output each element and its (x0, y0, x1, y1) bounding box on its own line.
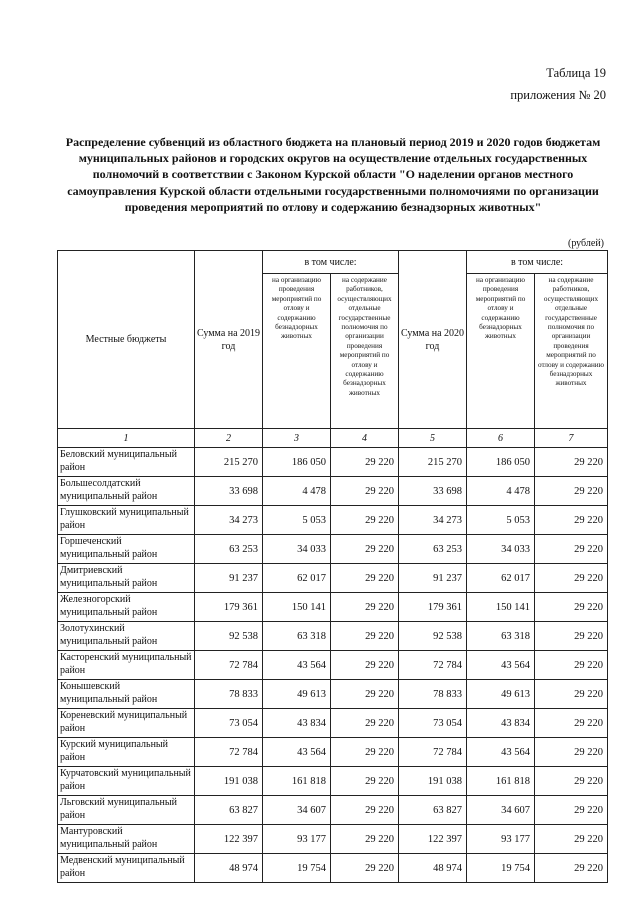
appendix-label: приложения № 20 (510, 88, 606, 102)
amount-cell: 72 784 (399, 738, 467, 767)
budget-name-cell: Курчатовский муниципальный район (58, 767, 195, 796)
amount-cell: 33 698 (195, 477, 263, 506)
amount-cell: 29 220 (535, 854, 608, 883)
amount-cell: 29 220 (535, 825, 608, 854)
amount-cell: 49 613 (263, 680, 331, 709)
amount-cell: 34 033 (467, 535, 535, 564)
amount-cell: 63 318 (263, 622, 331, 651)
amount-cell: 29 220 (535, 680, 608, 709)
column-number: 6 (467, 429, 535, 448)
amount-cell: 29 220 (535, 593, 608, 622)
column-number: 2 (195, 429, 263, 448)
amount-cell: 29 220 (535, 535, 608, 564)
amount-cell: 34 607 (263, 796, 331, 825)
amount-cell: 179 361 (399, 593, 467, 622)
amount-cell: 161 818 (467, 767, 535, 796)
table-row (58, 796, 608, 825)
header-sub-b-2020: на содержание работников, осуществляющих отдельные государственные полномочия по организации проведения мероприятий по отлову и содержанию безнадзорных животных (535, 274, 608, 429)
amount-cell: 43 564 (263, 651, 331, 680)
amount-cell: 161 818 (263, 767, 331, 796)
amount-cell: 29 220 (535, 709, 608, 738)
amount-cell: 29 220 (331, 477, 399, 506)
budget-name-cell: Золотухинский муниципальный район (58, 622, 195, 651)
table-row (58, 825, 608, 854)
amount-cell: 92 538 (195, 622, 263, 651)
amount-cell: 34 033 (263, 535, 331, 564)
amount-cell: 91 237 (195, 564, 263, 593)
amount-cell: 34 273 (399, 506, 467, 535)
amount-cell: 4 478 (263, 477, 331, 506)
header-including-2019: в том числе: (263, 251, 399, 274)
budget-name-cell: Курский муниципальный район (58, 738, 195, 767)
amount-cell: 63 827 (195, 796, 263, 825)
budget-name-cell: Глушковский муниципальный район (58, 506, 195, 535)
budget-name-cell: Горшеченский муниципальный район (58, 535, 195, 564)
amount-cell: 29 220 (535, 767, 608, 796)
amount-cell: 29 220 (535, 448, 608, 477)
amount-cell: 29 220 (535, 738, 608, 767)
table-row (58, 564, 608, 593)
table-row (58, 593, 608, 622)
amount-cell: 49 613 (467, 680, 535, 709)
amount-cell: 63 253 (195, 535, 263, 564)
amount-cell: 63 318 (467, 622, 535, 651)
amount-cell: 48 974 (195, 854, 263, 883)
table-row (58, 651, 608, 680)
amount-cell: 122 397 (195, 825, 263, 854)
amount-cell: 43 564 (467, 738, 535, 767)
table-row (58, 680, 608, 709)
amount-cell: 29 220 (331, 564, 399, 593)
amount-cell: 33 698 (399, 477, 467, 506)
amount-cell: 5 053 (263, 506, 331, 535)
amount-cell: 63 827 (399, 796, 467, 825)
header-sub-a-2020: на организацию проведения мероприятий по отлову и содержанию безнадзорных животных (467, 274, 535, 429)
amount-cell: 29 220 (331, 767, 399, 796)
amount-cell: 29 220 (331, 796, 399, 825)
table-row (58, 854, 608, 883)
amount-cell: 93 177 (263, 825, 331, 854)
amount-cell: 43 834 (263, 709, 331, 738)
amount-cell: 91 237 (399, 564, 467, 593)
amount-cell: 122 397 (399, 825, 467, 854)
amount-cell: 34 273 (195, 506, 263, 535)
amount-cell: 72 784 (195, 651, 263, 680)
amount-cell: 72 784 (399, 651, 467, 680)
amount-cell: 186 050 (263, 448, 331, 477)
amount-cell: 29 220 (331, 622, 399, 651)
amount-cell: 186 050 (467, 448, 535, 477)
amount-cell: 62 017 (263, 564, 331, 593)
amount-cell: 29 220 (331, 535, 399, 564)
amount-cell: 43 834 (467, 709, 535, 738)
amount-cell: 29 220 (535, 506, 608, 535)
column-number: 1 (58, 429, 195, 448)
amount-cell: 29 220 (331, 709, 399, 738)
table-row (58, 506, 608, 535)
column-numbers-row (58, 429, 608, 448)
amount-cell: 19 754 (467, 854, 535, 883)
amount-cell: 62 017 (467, 564, 535, 593)
amount-cell: 48 974 (399, 854, 467, 883)
document-title: Распределение субвенций из областного бюджета на плановый период 2019 и 2020 годов бюджетам муниципальных районов и городских округов на осуществление отдельных государственных полномочий в соответствии с Законом Курской области "О наделении органов местного самоуправления Курской области отдельными государственными полномочиями по организации проведения мероприятий по отлову и содержанию безнадзорных животных" (65, 135, 601, 214)
header-local-budgets: Местные бюджеты (58, 251, 195, 429)
column-number: 4 (331, 429, 399, 448)
amount-cell: 73 054 (195, 709, 263, 738)
amount-cell: 29 220 (535, 651, 608, 680)
budget-name-cell: Большесолдатский муниципальный район (58, 477, 195, 506)
column-number: 7 (535, 429, 608, 448)
amount-cell: 29 220 (331, 825, 399, 854)
amount-cell: 73 054 (399, 709, 467, 738)
amount-cell: 29 220 (535, 796, 608, 825)
column-number: 3 (263, 429, 331, 448)
table-row (58, 622, 608, 651)
table-row (58, 448, 608, 477)
budget-name-cell: Мантуровский муниципальный район (58, 825, 195, 854)
budget-name-cell: Железногорский муниципальный район (58, 593, 195, 622)
budget-name-cell: Беловский муниципальный район (58, 448, 195, 477)
table-row (58, 738, 608, 767)
amount-cell: 29 220 (331, 680, 399, 709)
budget-name-cell: Дмитриевский муниципальный район (58, 564, 195, 593)
amount-cell: 29 220 (331, 738, 399, 767)
header-including-2020: в том числе: (467, 251, 608, 274)
amount-cell: 191 038 (195, 767, 263, 796)
amount-cell: 29 220 (535, 622, 608, 651)
header-sub-b-2019: на содержание работников, осуществляющих отдельные государственные полномочия по организации проведения мероприятий по отлову и содержанию безнадзорных животных (331, 274, 399, 429)
amount-cell: 34 607 (467, 796, 535, 825)
header-sum-2019: Сумма на 2019 год (195, 251, 263, 429)
amount-cell: 72 784 (195, 738, 263, 767)
header-sum-2020: Сумма на 2020 год (399, 251, 467, 429)
amount-cell: 150 141 (467, 593, 535, 622)
header-sub-a-2019: на организацию проведения мероприятий по отлову и содержанию безнадзорных животных (263, 274, 331, 429)
table-body (58, 448, 608, 883)
budget-name-cell: Льговский муниципальный район (58, 796, 195, 825)
amount-cell: 63 253 (399, 535, 467, 564)
amount-cell: 43 564 (263, 738, 331, 767)
amount-cell: 92 538 (399, 622, 467, 651)
subventions-table (57, 250, 608, 883)
budget-name-cell: Конышевский муниципальный район (58, 680, 195, 709)
table-row (58, 709, 608, 738)
amount-cell: 29 220 (331, 651, 399, 680)
budget-name-cell: Касторенский муниципальный район (58, 651, 195, 680)
amount-cell: 4 478 (467, 477, 535, 506)
amount-cell: 29 220 (535, 564, 608, 593)
unit-label: (рублей) (567, 238, 604, 249)
amount-cell: 78 833 (195, 680, 263, 709)
table-number-label: Таблица 19 (546, 66, 606, 80)
table-row (58, 767, 608, 796)
table-row (58, 477, 608, 506)
amount-cell: 150 141 (263, 593, 331, 622)
amount-cell: 179 361 (195, 593, 263, 622)
amount-cell: 215 270 (195, 448, 263, 477)
amount-cell: 19 754 (263, 854, 331, 883)
amount-cell: 78 833 (399, 680, 467, 709)
amount-cell: 43 564 (467, 651, 535, 680)
table-row (58, 535, 608, 564)
amount-cell: 191 038 (399, 767, 467, 796)
amount-cell: 93 177 (467, 825, 535, 854)
amount-cell: 29 220 (331, 854, 399, 883)
amount-cell: 29 220 (535, 477, 608, 506)
column-number: 5 (399, 429, 467, 448)
amount-cell: 29 220 (331, 506, 399, 535)
budget-name-cell: Кореневский муниципальный район (58, 709, 195, 738)
budget-name-cell: Медвенский муниципальный район (58, 854, 195, 883)
amount-cell: 29 220 (331, 593, 399, 622)
amount-cell: 29 220 (331, 448, 399, 477)
amount-cell: 215 270 (399, 448, 467, 477)
amount-cell: 5 053 (467, 506, 535, 535)
